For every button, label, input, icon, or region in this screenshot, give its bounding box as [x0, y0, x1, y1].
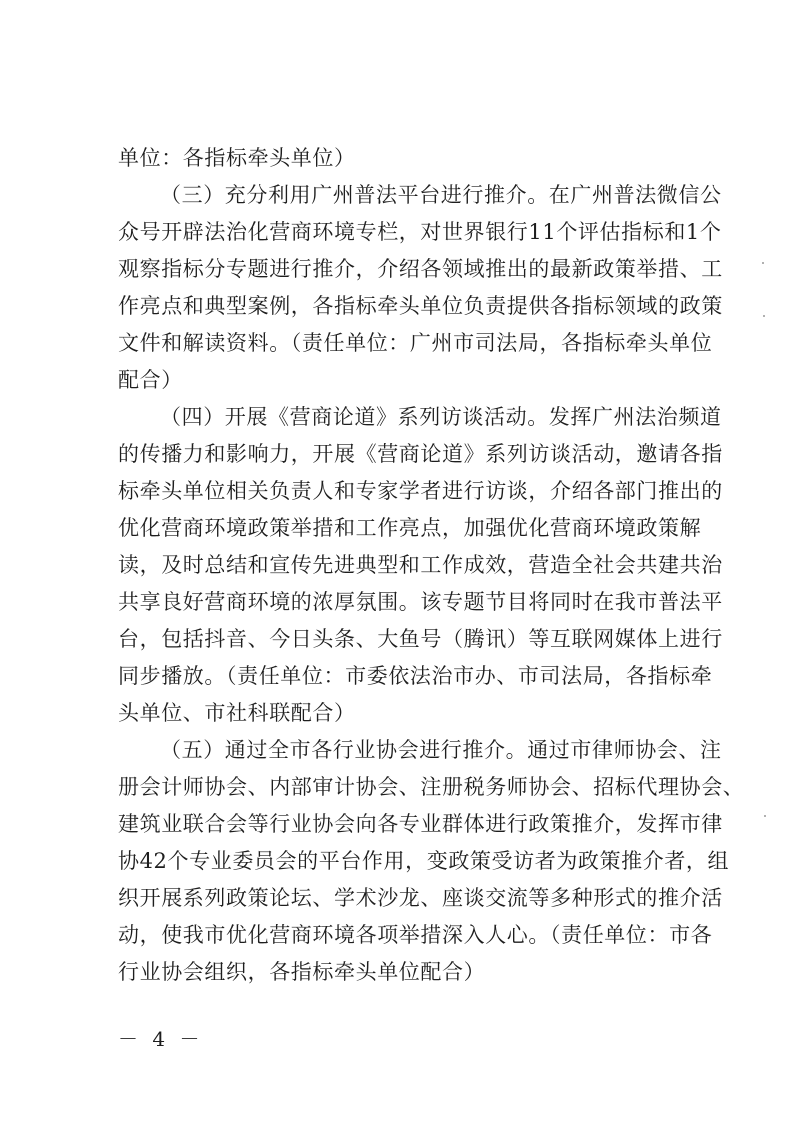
text-line: 动，使我市优化营商环境各项举措深入人心。（责任单位：市各 [118, 923, 713, 947]
text-line: 单位：各指标牵头单位） [118, 146, 356, 170]
text-line: 观察指标分专题进行推介，介绍各领域推出的最新政策举措、工 [118, 257, 723, 281]
text-line: 作亮点和典型案例，各指标牵头单位负责提供各指标领域的政策 [118, 294, 723, 318]
text-line: 标牵头单位相关负责人和专家学者进行访谈，介绍各部门推出的 [118, 479, 723, 503]
text-line: 读，及时总结和宣传先进典型和工作成效，营造全社会共建共治 [118, 553, 723, 577]
section-5-heading-line: （五）通过全市各行业协会进行推介。通过市律师协会、注 [160, 738, 722, 762]
page-number: － 4 － [118, 1027, 204, 1051]
text-line: 文件和解读资料。（责任单位：广州市司法局，各指标牵头单位 [118, 331, 713, 355]
text-line: 配合） [118, 368, 183, 392]
section-3-heading-line: （三）充分利用广州普法平台进行推介。在广州普法微信公 [160, 183, 722, 207]
text-line: 建筑业联合会等行业协会向各专业群体进行政策推介，发挥市律 [118, 812, 723, 836]
text-line: 共享良好营商环境的浓厚氛围。该专题节目将同时在我市普法平 [118, 590, 723, 614]
text-line: 册会计师协会、内部审计协会、注册税务师协会、招标代理协会、 [118, 775, 745, 799]
text-line: 优化营商环境政策举措和工作亮点，加强优化营商环境政策解 [118, 516, 702, 540]
section-4-heading-line: （四）开展《营商论道》系列访谈活动。发挥广州法治频道 [160, 405, 722, 429]
text-line: 头单位、市社科联配合） [118, 701, 356, 725]
scan-speck [764, 815, 766, 817]
text-line: 同步播放。（责任单位：市委依法治市办、市司法局，各指标牵 [118, 664, 713, 688]
text-line: 台，包括抖音、今日头条、大鱼号（腾讯）等互联网媒体上进行 [118, 627, 723, 651]
text-line: 众号开辟法治化营商环境专栏，对世界银行11个评估指标和1个 [118, 220, 722, 244]
scan-speck [762, 262, 764, 264]
text-line: 织开展系列政策论坛、学术沙龙、座谈交流等多种形式的推介活 [118, 886, 723, 910]
text-line: 协42个专业委员会的平台作用，变政策受访者为政策推介者，组 [118, 849, 730, 873]
text-line: 的传播力和影响力，开展《营商论道》系列访谈活动，邀请各指 [118, 442, 723, 466]
text-line: 行业协会组织，各指标牵头单位配合） [118, 960, 486, 984]
scan-speck [763, 315, 765, 317]
